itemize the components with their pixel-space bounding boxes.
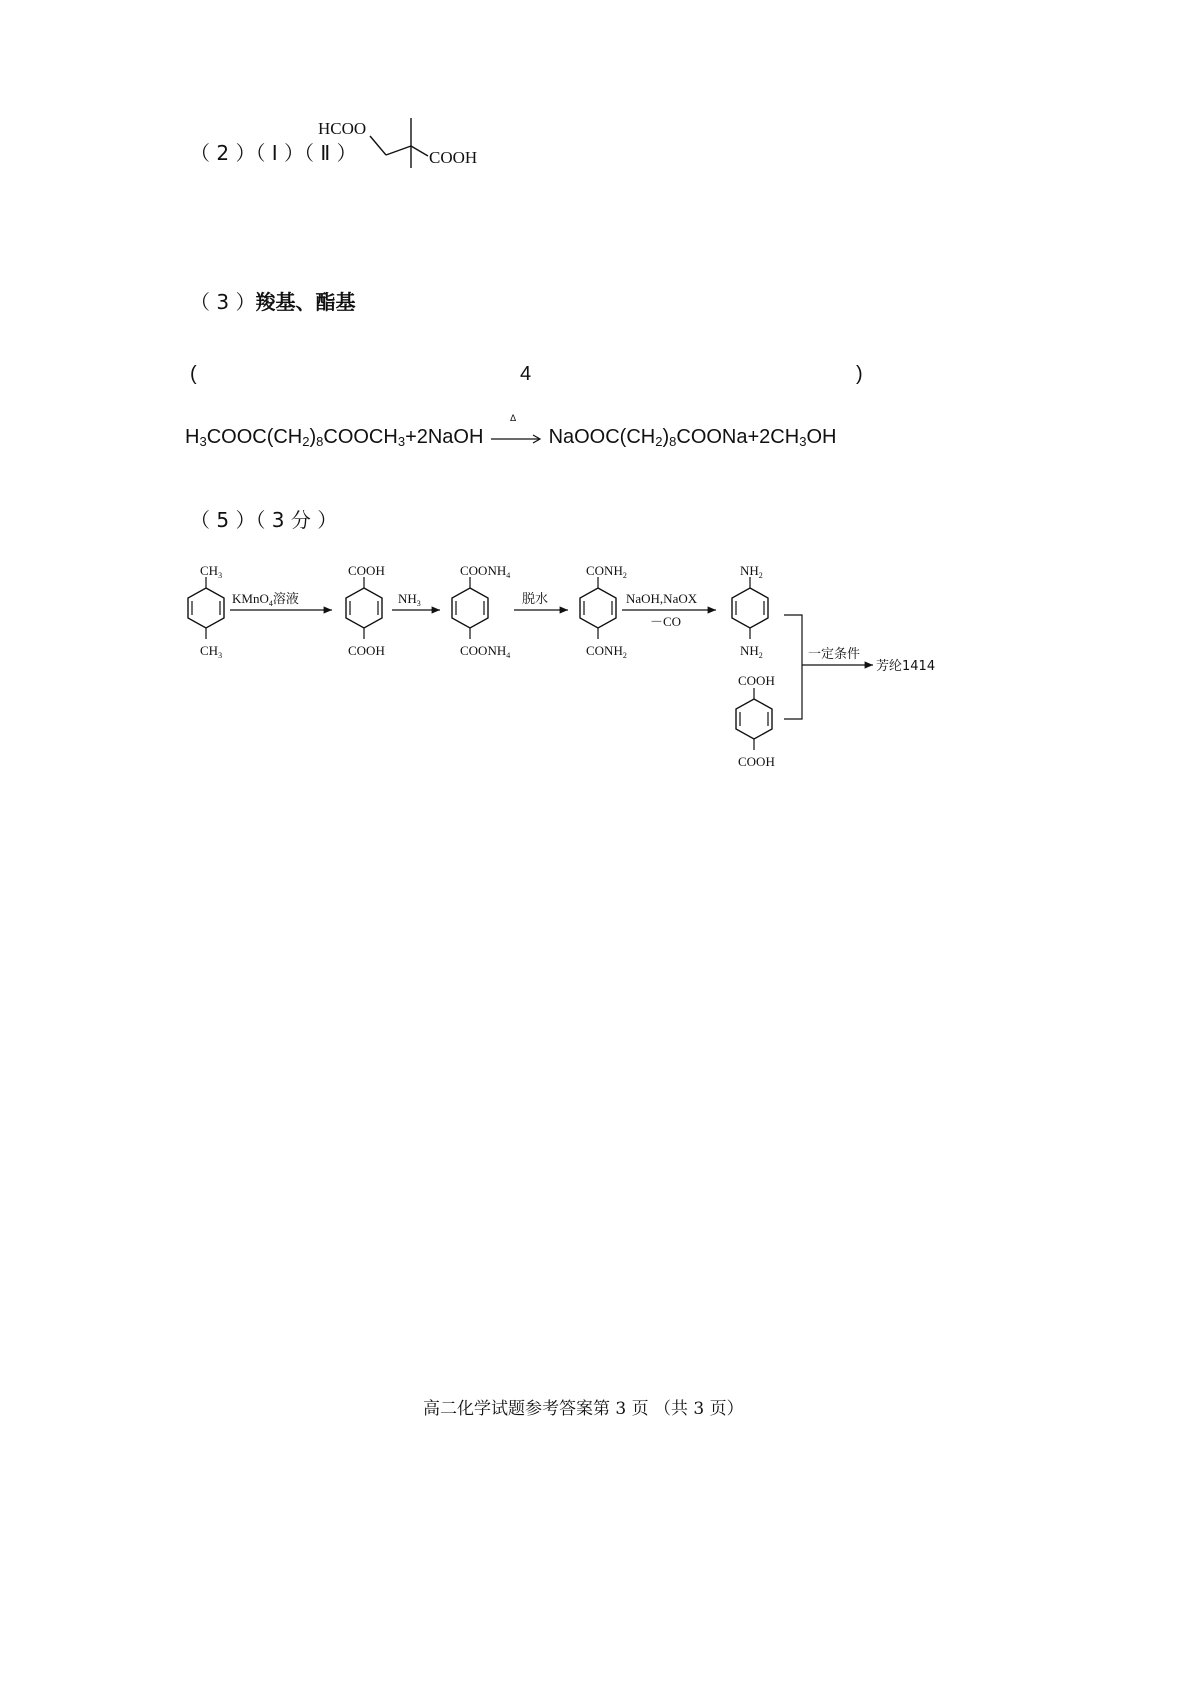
svg-text:COONH4: $COONH_4$	[460, 643, 511, 660]
reactant-naoh: +2NaOH	[405, 426, 484, 448]
question-4-number: 4	[520, 363, 532, 385]
arrow-oxidation	[230, 591, 332, 610]
svg-text:NH3: $NH_3$	[398, 591, 421, 608]
svg-text:COONH4: $COONH_4$	[460, 563, 511, 580]
question-2-label: （ 2 ）（ Ⅰ ）（ Ⅱ ）	[190, 141, 357, 165]
question-5-label: （ 5 ）（ 3 分 ）	[190, 508, 338, 532]
svg-text:KMnO4溶液: KMnO$_4$溶液	[232, 591, 299, 608]
svg-text:COOH: COOH	[738, 673, 775, 688]
arrow-dehydration	[514, 591, 568, 610]
svg-text:一定条件: 一定条件	[808, 647, 861, 662]
svg-text:COOH: COOH	[738, 754, 775, 769]
question-3	[190, 286, 355, 315]
svg-text:CONH2: $CONH_2$	[586, 643, 627, 660]
heat-arrow	[489, 413, 543, 448]
heat-condition: Δ	[510, 413, 517, 424]
svg-text:NaOH,NaOX: NaOH,NaOX	[626, 591, 698, 606]
svg-text:NH2: $NH_2$	[740, 643, 763, 660]
ammonium-terephthalate	[452, 563, 510, 660]
svg-text:COOH: COOH	[348, 563, 385, 578]
question-3-label: （ 3 ）	[190, 290, 256, 314]
question-4-close-paren: )	[856, 363, 863, 385]
svg-text:NH2: $NH_2$	[740, 563, 763, 580]
cooh-label: COOH	[429, 148, 478, 167]
svg-text:CH3: $CH_3$	[200, 643, 223, 660]
terephthalamide	[580, 563, 627, 660]
product-aramid: 芳纶1414	[876, 659, 936, 674]
page-footer: 高二化学试题参考答案第 3 页 （共 3 页）	[423, 1399, 744, 1419]
p-xylene	[188, 563, 224, 660]
svg-text:COOH: COOH	[348, 643, 385, 658]
terephthalic-acid-comonomer	[736, 673, 775, 769]
arrow-hofmann	[622, 591, 716, 629]
p-phenylenediamine	[732, 563, 768, 660]
svg-text:CONH2: $CONH_2$	[586, 563, 627, 580]
synthesis-scheme	[170, 555, 970, 780]
svg-text:－CO: －CO	[650, 614, 682, 629]
polymerization-bracket	[784, 615, 935, 719]
svg-text:CH3: $CH_3$	[200, 563, 223, 580]
question-2-structure	[318, 100, 508, 180]
question-4-equation: $H_3COOC(CH_2)_8COOCH_3+2NaOH$ Δ $NaOOC(CH_2)_8COONa+2CH_3OH$	[185, 413, 837, 449]
hcoo-label: HCOO	[318, 119, 367, 138]
svg-text:脱水: 脱水	[522, 592, 549, 607]
arrow-ammonia	[392, 591, 440, 610]
question-4-open-paren: (	[190, 363, 197, 385]
question-3-answer: 羧基、酯基	[255, 290, 356, 314]
terephthalic-acid	[346, 563, 385, 658]
